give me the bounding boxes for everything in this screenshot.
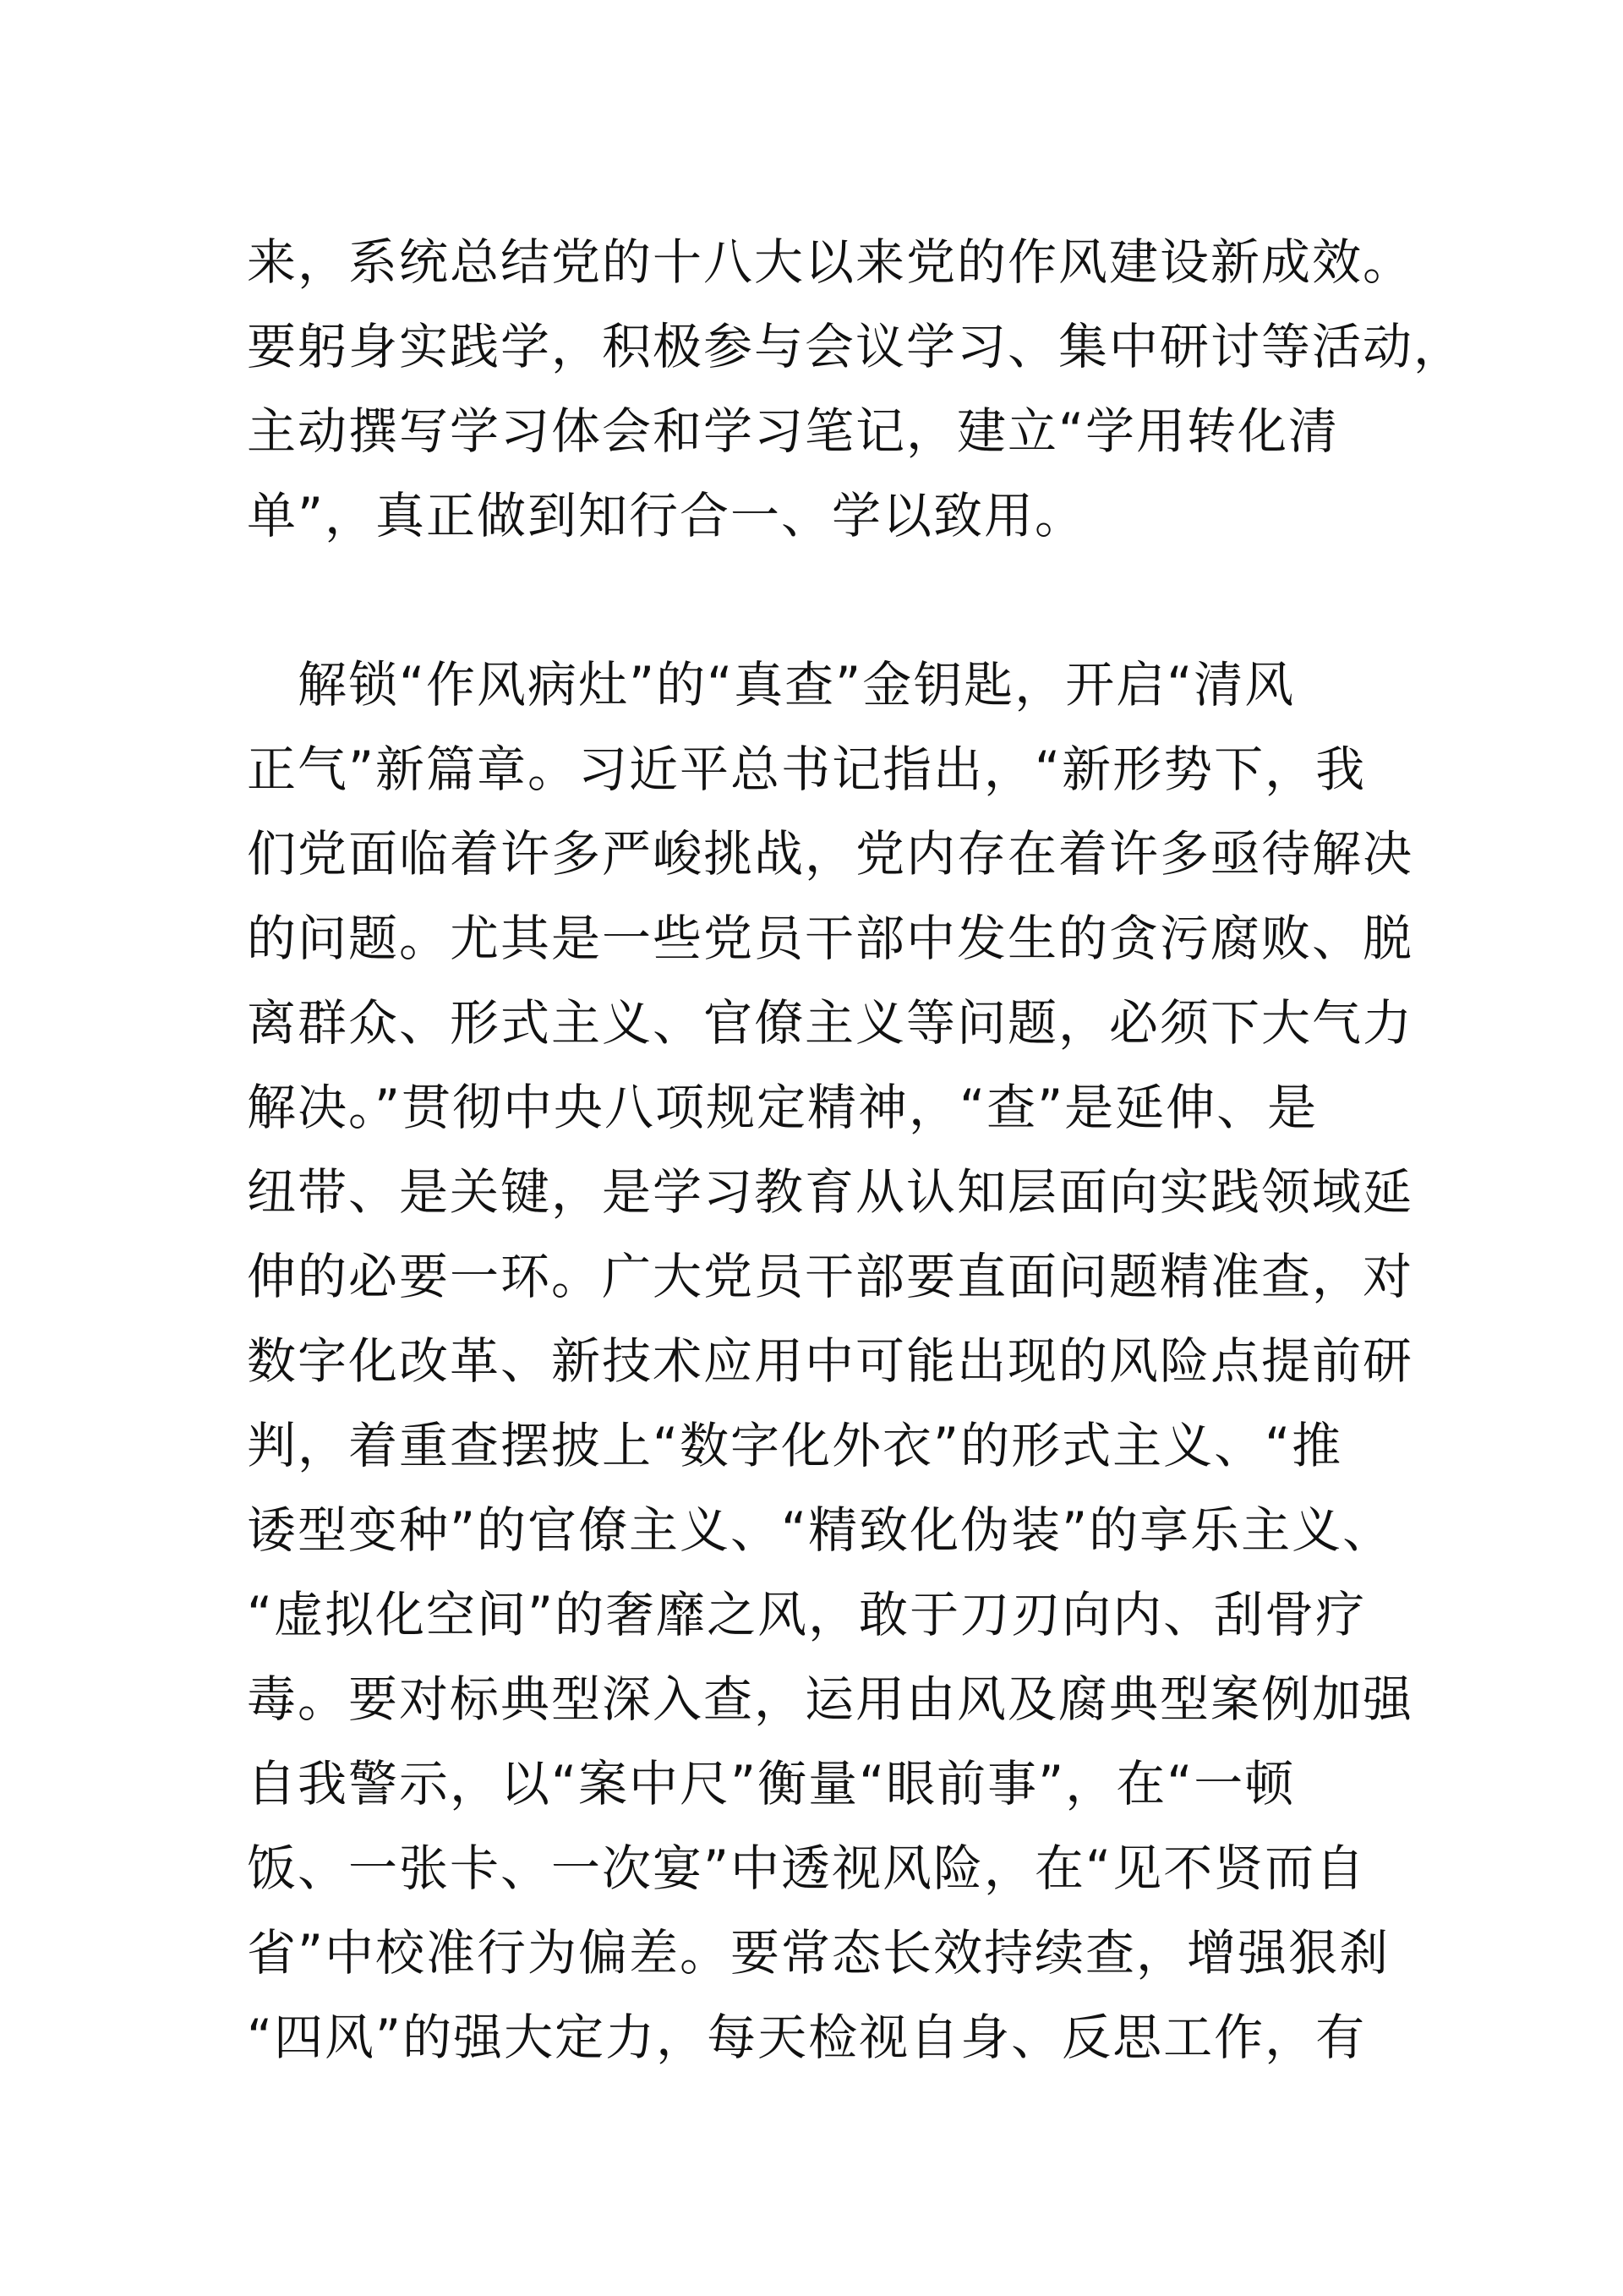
document-body [247,220,1465,2080]
paragraph-2-line-14: 自我警示，以“案中尺”衡量“眼前事”，在“一顿 [247,1755,1296,1812]
paragraph-2-line-4: 的问题。尤其是一些党员干部中发生的贪污腐败、脱 [247,910,1414,967]
paragraph-2-line-5: 离群众、形式主义、官僚主义等问题，必须下大气力 [247,994,1414,1052]
paragraph-1-line-4: 单”，真正做到知行合一、学以致用。 [247,487,1086,544]
paragraph-1-line-1: 来，系统总结党的十八大以来党的作风建设新成效。 [247,233,1414,291]
paragraph-2-line-17: “四风”的强大定力，每天检视自身、反思工作，有 [247,2009,1367,2066]
paragraph-2-line-12: “虚拟化空间”的奢靡之风，敢于刀刃向内、刮骨疗 [247,1586,1367,1643]
paragraph-2-line-8: 伸的必要一环。广大党员干部要直面问题精准查，对 [247,1248,1414,1305]
paragraph-2-line-1: 解锁“作风病灶”的“真查”金钥匙，开启“清风 [247,656,1296,713]
paragraph-2-line-2: 正气”新篇章。习近平总书记指出，“新形势下，我 [247,741,1367,798]
paragraph-2-line-15: 饭、一张卡、一次宴”中透视风险，在“见不贤而自 [247,1840,1367,1897]
paragraph-2-line-11: 诿型变种”的官僚主义、“精致化伪装”的享乐主义、 [247,1501,1394,1559]
paragraph-1-line-3: 主动撰写学习体会和学习笔记，建立“学用转化清 [247,402,1340,460]
paragraph-2-line-16: 省”中校准行为偏差。要常态长效持续查，增强狠刹 [247,1924,1391,1982]
paragraph-1-line-2: 要躬身实践学，积极参与会议学习、集中研讨等活动， [247,318,1465,375]
paragraph-2-line-10: 判，着重查摆披上“数字化外衣”的形式主义、“推 [247,1417,1343,1474]
paragraph-2-line-3: 们党面临着许多严峻挑战，党内存在着许多亟待解决 [247,825,1414,883]
paragraph-2-line-13: 毒。要对标典型深入查，运用由风及腐典型案例加强 [247,1670,1414,1728]
paragraph-2-line-6: 解决。”贯彻中央八项规定精神，“查”是延伸、是 [247,1079,1319,1136]
paragraph-2-line-9: 数字化改革、新技术应用中可能出现的风险点提前研 [247,1332,1414,1390]
paragraph-2-line-7: 纽带、是关键，是学习教育从认知层面向实践领域延 [247,1163,1414,1221]
paragraph-gap [247,558,1413,642]
